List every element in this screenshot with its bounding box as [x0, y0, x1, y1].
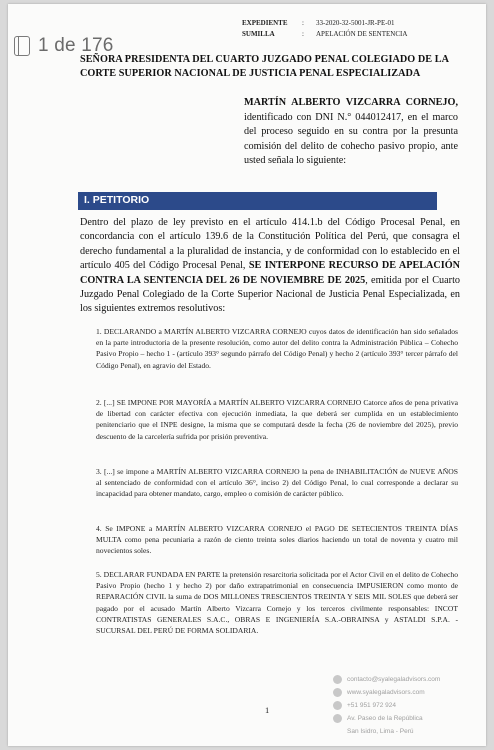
footer-email: contacto@syalegaladvisors.com [347, 676, 441, 683]
resolution-item-5: 5. DECLARAR FUNDADA EN PARTE la pretensión resarcitoria solicitada por el Actor Civil en el delito de Cohecho Pasivo Propio (hecho 1 y hecho 2) por daño extrapatrimonial en consecuencia IMPUSIERON como monto de REPARACIÓN CIVIL la suma de DOS MILLONES TRESCIENTOS TREINTA Y SEIS MIL SOLES que deberá ser pagado por el acusado Martín Alberto Vizcarra Cornejo y los terceros civilmente responsables: INCOT CONTRATISTAS GENERALES S.A.C., OBRAS E INGENIERÍA S.A.-OBRAINSA y ASTALDI S.P.A. - SUCURSAL DEL PERÚ DE FORMA SOLIDARIA. [96, 570, 458, 636]
document-page [8, 4, 486, 746]
section-heading: I. PETITORIO [78, 192, 437, 209]
email-icon [333, 675, 342, 684]
case-metadata: EXPEDIENTE : 33-2020-32-5001-JR-PE-01 SUMILLA : APELACIÓN DE SENTENCIA [242, 19, 408, 38]
footer-address-2: San Isidro, Lima - Perú [347, 728, 414, 735]
resolution-item-2: 2. [...] SE IMPONE POR MAYORÍA a MARTÍN ALBERTO VIZCARRA CORNEJO Catorce años de pena privativa de libertad con carácter efectiva con ejecución inmediata, la que deberá ser cumplida en un establecimiento penitenciario que el INPE designe, la misma que se computará desde la fecha (26 de noviembre del 2025), previo descuento de la carcelería sufrida por prisión preventiva. [96, 398, 458, 441]
sumilla-label: SUMILLA [242, 30, 275, 38]
sender-paragraph [244, 96, 458, 169]
sender-name: MARTÍN ALBERTO VIZCARRA CORNEJO, [244, 97, 458, 108]
intro-paragraph: Dentro del plazo de ley previsto en el artículo 414.1.b del Código Procesal Penal, en concordancia con el artículo 139.6 de la Constitución Política del Perú, que consagra el derecho fundamental a la pluralidad de instancia, y de conformidad con lo establecido en el artículo 405 del Código Procesal Penal, SE INTERPONE RECURSO DE APELACIÓN CONTRA LA SENTENCIA DEL 26 DE NOVIEMBRE DE 2025, emitida por el Cuarto Juzgado Penal Colegiado de la Corte Superior Nacional de Justicia Penal Especializada, en los siguientes extremos resolutivos: [80, 217, 460, 315]
page-icon [14, 36, 30, 56]
footer-contact [333, 673, 440, 738]
phone-icon [333, 701, 342, 710]
resolution-item-3: 3. [...] se impone a MARTÍN ALBERTO VIZCARRA CORNEJO la pena de INHABILITACIÓN de NUEVE AÑOS al sentenciado de conformidad con el artículo 36°, inciso 2) del Código Penal, lo cual corresponde a declarar su incapacidad para obtener mandato, cargo, empleo o comisión de carácter público. [96, 467, 458, 499]
resolution-item-4: 4. Se IMPONE a MARTÍN ALBERTO VIZCARRA CORNEJO el PAGO DE SETECIENTOS TREINTA DÍAS MULTA como pena pecuniaria a razón de ciento treinta soles diarios haciendo un total de noventa y cuatro mil novecientos soles. [96, 524, 458, 556]
sender-body: identificado con DNI N.° 044012417, en el marco del proceso seguido en su contra por la presunta comisión del delito de cohecho pasivo propio, ante usted señala lo siguiente: [244, 111, 458, 167]
resolution-item-1: 1. DECLARANDO a MARTÍN ALBERTO VIZCARRA CORNEJO cuyos datos de identificación han sido señalados en la parte introductoria de la presente resolución, como autor del delito contra la Administración Pública – Cohecho Pasivo Propio – hecho 1 - (artículo 393° segundo párrafo del Código Penal) y hecho 2 (artículo 393° tercer párrafo del Código Penal), en agravio del Estado. [96, 327, 458, 370]
intro-bold: SE INTERPONE RECURSO DE APELACIÓN CONTRA LA SENTENCIA DEL 26 DE NOVIEMBRE DE 2025 [80, 260, 460, 286]
page-number: 1 [265, 705, 270, 715]
footer-phone: +51 951 972 924 [347, 702, 396, 709]
expediente-value: 33-2020-32-5001-JR-PE-01 [316, 19, 395, 27]
footer-address-1: Av. Paseo de la República [347, 715, 423, 722]
sumilla-value: APELACIÓN DE SENTENCIA [316, 30, 408, 38]
page-counter: 1 de 176 [38, 35, 114, 56]
location-icon [333, 714, 342, 723]
globe-icon [333, 688, 342, 697]
footer-web: www.syalegaladvisors.com [347, 689, 425, 696]
section-underline [78, 209, 437, 210]
addressee-heading: SEÑORA PRESIDENTA DEL CUARTO JUZGADO PENAL COLEGIADO DE LA CORTE SUPERIOR NACIONAL DE JUSTICIA PENAL ESPECIALIZADA [80, 54, 449, 79]
expediente-label: EXPEDIENTE [242, 19, 288, 27]
page-counter-badge[interactable] [14, 35, 114, 57]
